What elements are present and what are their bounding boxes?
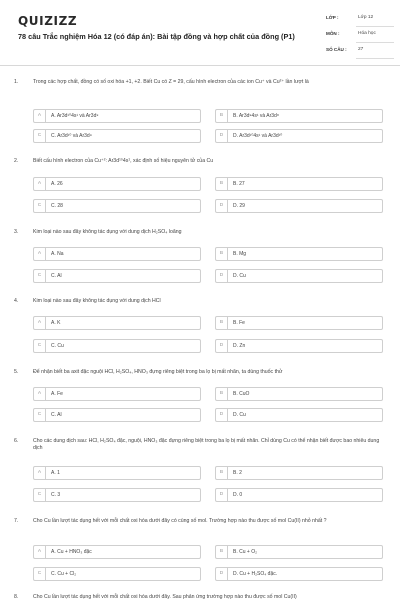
option-text: C. Cu [51, 343, 64, 349]
question-text: Để nhận biết ba axit đặc nguội HCl, H₂SO₄, HNO₃ đựng riêng biệt trong ba lọ bị mất nhãn, ta dùng thuốc thử [33, 369, 283, 375]
option-letter-d: D [216, 568, 228, 580]
option-text: C. 3 [51, 492, 61, 498]
option-text: A. Cu + HNO₃ đặc [51, 549, 92, 555]
option-letter-c: C [34, 270, 46, 282]
option-letter-d: D [216, 270, 228, 282]
option-text: D. Ar3d¹⁰4s¹ và Ar3d¹⁰ [233, 133, 283, 139]
answer-option-c[interactable] [33, 488, 201, 502]
option-letter-d: D [216, 340, 228, 352]
option-letter-b: B [216, 388, 228, 400]
option-text: B. CuO [233, 391, 250, 397]
question-number: 4. [14, 298, 19, 304]
question-number: 3. [14, 229, 19, 235]
option-text: A. 1 [51, 470, 60, 476]
option-letter-a: A [34, 317, 46, 329]
answer-option-c[interactable] [33, 408, 201, 422]
answer-option-d[interactable] [215, 408, 383, 422]
option-text: B. Mg [233, 251, 247, 257]
question-text: Cho các dung dịch sau: HCl, H₂SO₄ đặc, nguội, HNO₃ đặc đựng riêng biệt trong ba lọ bị mất nhãn. Chỉ dùng Cu có thể nhận biết được bao nhiêu dung dịch [33, 438, 380, 452]
option-text: D. Cu [233, 412, 246, 418]
meta-subject-value: Hóa học [358, 31, 376, 36]
answer-option-d[interactable] [215, 199, 383, 213]
answer-option-a[interactable] [33, 316, 201, 330]
answer-option-d[interactable] [215, 339, 383, 353]
answer-option-c[interactable] [33, 129, 201, 143]
option-letter-a: A [34, 388, 46, 400]
meta-divider [356, 42, 394, 43]
answer-option-c[interactable] [33, 567, 201, 581]
meta-question-count-label: SỐ CÂU : [326, 47, 347, 52]
meta-question-count-value: 27 [358, 47, 364, 52]
option-text: A. Na [51, 251, 64, 257]
meta-subject-label: MÔN : [326, 31, 340, 36]
answer-option-a[interactable] [33, 109, 201, 123]
option-text: B. 2 [233, 470, 242, 476]
option-letter-b: B [216, 467, 228, 479]
answer-option-b[interactable] [215, 177, 383, 191]
answer-option-b[interactable] [215, 247, 383, 261]
question-text: Trong các hợp chất, đồng có số oxi hóa +1, +2. Biết Cu có Z = 29, cấu hình electron của các ion Cu⁺ và Cu²⁺ lần lượt là [33, 79, 309, 85]
meta-divider [356, 26, 394, 27]
option-letter-a: A [34, 546, 46, 558]
question-number: 5. [14, 369, 19, 375]
option-text: B. Cu + O₂ [233, 549, 258, 555]
answer-option-d[interactable] [215, 488, 383, 502]
option-text: B. Fe [233, 320, 245, 326]
option-text: A. K [51, 320, 61, 326]
question-text: Cho Cu lần lượt tác dụng hết với mỗi chất oxi hóa dưới đây có cùng số mol. Trường hợp nào thu được số mol Cu(II) nhỏ nhất ? [33, 518, 327, 524]
answer-option-d[interactable] [215, 269, 383, 283]
option-letter-c: C [34, 489, 46, 501]
option-letter-c: C [34, 340, 46, 352]
option-text: C. Al [51, 273, 62, 279]
question-number: 2. [14, 158, 19, 164]
option-letter-d: D [216, 200, 228, 212]
option-letter-d: D [216, 130, 228, 142]
option-text: B. 27 [233, 181, 245, 187]
option-text: A. Fe [51, 391, 63, 397]
answer-option-b[interactable] [215, 545, 383, 559]
question-number: 6. [14, 438, 19, 444]
option-text: C. Al [51, 412, 62, 418]
option-text: A. 26 [51, 181, 63, 187]
option-letter-a: A [34, 110, 46, 122]
option-letter-c: C [34, 200, 46, 212]
option-letter-a: A [34, 248, 46, 260]
question-number: 1. [14, 79, 19, 85]
option-text: D. Cu + H₂SO₄ đặc. [233, 571, 278, 577]
option-text: B. Ar3d⁹4s¹ và Ar3d⁸ [233, 113, 279, 119]
question-text: Kim loại nào sau đây không tác dụng với dung dịch HCl [33, 298, 161, 304]
option-letter-c: C [34, 568, 46, 580]
worksheet-title: 78 câu Trắc nghiệm Hóa 12 (có đáp án): Bài tập đồng và hợp chất của đồng (P1) [18, 32, 295, 41]
option-letter-c: C [34, 409, 46, 421]
meta-divider [356, 58, 394, 59]
meta-grade [326, 13, 400, 27]
question-number: 7. [14, 518, 19, 524]
answer-option-a[interactable] [33, 545, 201, 559]
option-text: D. 0 [233, 492, 243, 498]
meta-grade-label: LỚP : [326, 15, 339, 20]
option-text: C. 28 [51, 203, 63, 209]
option-letter-b: B [216, 317, 228, 329]
answer-option-a[interactable] [33, 466, 201, 480]
meta-question-count [326, 45, 400, 59]
option-letter-b: B [216, 178, 228, 190]
answer-option-a[interactable] [33, 387, 201, 401]
question-text: Kim loại nào sau đây không tác dụng với dung dịch H₂SO₄ loãng [33, 229, 182, 235]
option-letter-d: D [216, 489, 228, 501]
option-letter-d: D [216, 409, 228, 421]
question-number: 8. [14, 594, 19, 600]
answer-option-a[interactable] [33, 177, 201, 191]
answer-option-c[interactable] [33, 339, 201, 353]
option-text: D. Cu [233, 273, 246, 279]
option-letter-b: B [216, 110, 228, 122]
option-text: C. Ar3d¹⁰ và Ar3d⁹ [51, 133, 92, 139]
answer-option-c[interactable] [33, 269, 201, 283]
meta-subject [326, 29, 400, 43]
answer-option-b[interactable] [215, 109, 383, 123]
option-letter-c: C [34, 130, 46, 142]
option-text: D. 29 [233, 203, 245, 209]
question-text: Cho Cu lần lượt tác dụng hết với mỗi chất oxi hóa dưới đây. Sau phản ứng trường hợp nào thu được số mol Cu(II) [33, 594, 297, 600]
answer-option-b[interactable] [215, 316, 383, 330]
quizizz-logo: QUIZIZZ [18, 14, 78, 28]
answer-option-a[interactable] [33, 247, 201, 261]
answer-option-d[interactable] [215, 129, 383, 143]
option-text: C. Cu + Cl₂ [51, 571, 77, 577]
answer-option-b[interactable] [215, 387, 383, 401]
option-text: D. Zn [233, 343, 246, 349]
question-text: Biết cấu hình electron của Cu⁺²: Ar3d¹⁰4s¹, xác định số hiệu nguyên tử của Cu [33, 158, 214, 164]
option-letter-b: B [216, 248, 228, 260]
option-letter-b: B [216, 546, 228, 558]
answer-option-d[interactable] [215, 567, 383, 581]
answer-option-c[interactable] [33, 199, 201, 213]
worksheet-header [0, 0, 400, 66]
option-text: A. Ar3d¹⁰4s¹ và Ar3d⁹ [51, 113, 99, 119]
answer-option-b[interactable] [215, 466, 383, 480]
option-letter-a: A [34, 467, 46, 479]
meta-grade-value: Lớp 12 [358, 15, 374, 20]
option-letter-a: A [34, 178, 46, 190]
